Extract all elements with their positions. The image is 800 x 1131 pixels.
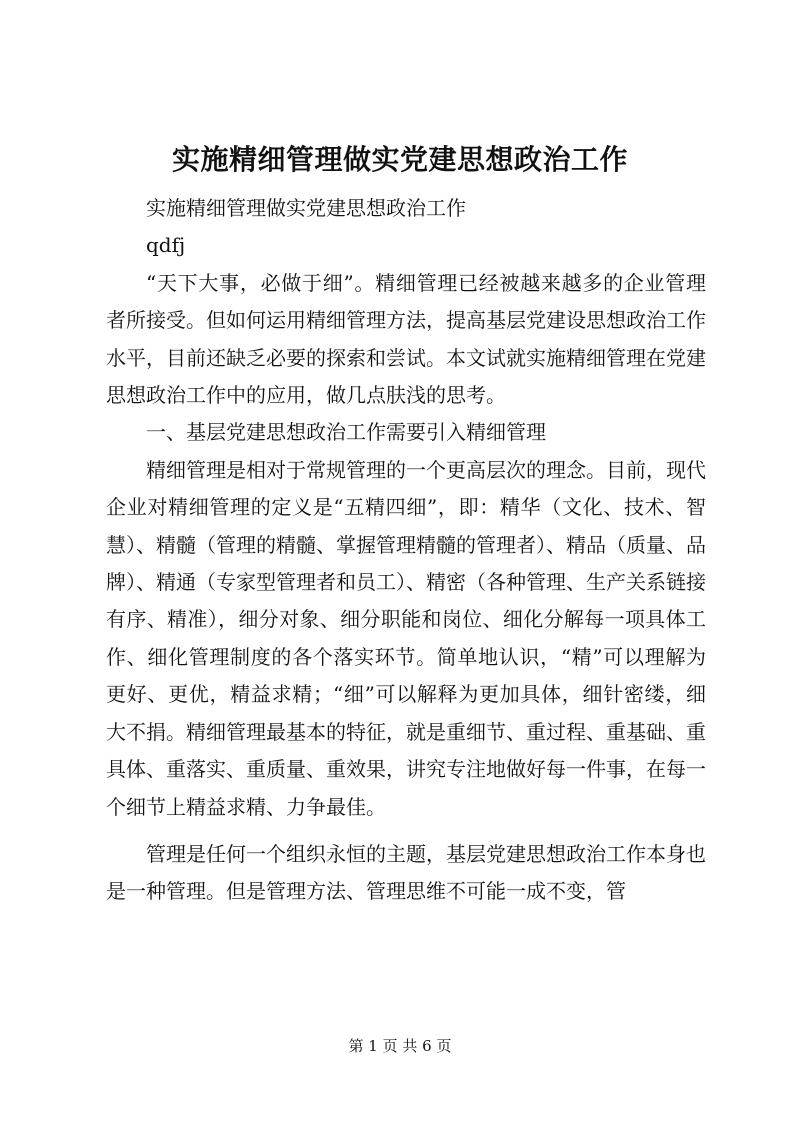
paragraph-intro: “天下大事，必做于细”。精细管理已经被越来越多的企业管理者所接受。但如何运用精细管理方法，提高基层党建设思想政治工作水平，目前还缺乏必要的探索和尝试。本文试就实施精细管理在党建思想政治工作中的应用，做几点肤浅的思考。 [106,270,706,408]
section-heading: 一、基层党建思想政治工作需要引入精细管理 [146,420,546,445]
paragraph-definition: 精细管理是相对于常规管理的一个更高层次的理念。目前，现代企业对精细管理的定义是“五精四细”，即：精华（文化、技术、智慧）、精髓（管理的精髓、掌握管理精髓的管理者）、精品（质量、品牌）、精通（专家型管理者和员工）、精密（各种管理、生产关系链接有序、精准），细分对象、细分职能和岗位、细化分解每一项具体工作、细化管理制度的各个落实环节。简单地认识，“精”可以理解为更好、更优，精益求精；“细”可以解释为更加具体，细针密缕，细大不捐。精细管理最基本的特征，就是重细节、重过程、重基础、重具体、重落实、重质量、重效果，讲究专注地做好每一件事，在每一个细节上精益求精、力争最佳。 [106,457,706,819]
page-title: 实施精细管理做实党建思想政治工作 [171,143,628,176]
paragraph-subtitle: 实施精细管理做实党建思想政治工作 [146,196,466,220]
document-body [106,190,706,911]
paragraph-author: qdfj [146,233,186,258]
page-footer: 第 1 页 共 6 页 [348,1037,452,1055]
paragraph-management: 管理是任何一个组织永恒的主题，基层党建思想政治工作本身也是一种管理。但是管理方法、管理思维不可能一成不变，管 [106,841,706,904]
